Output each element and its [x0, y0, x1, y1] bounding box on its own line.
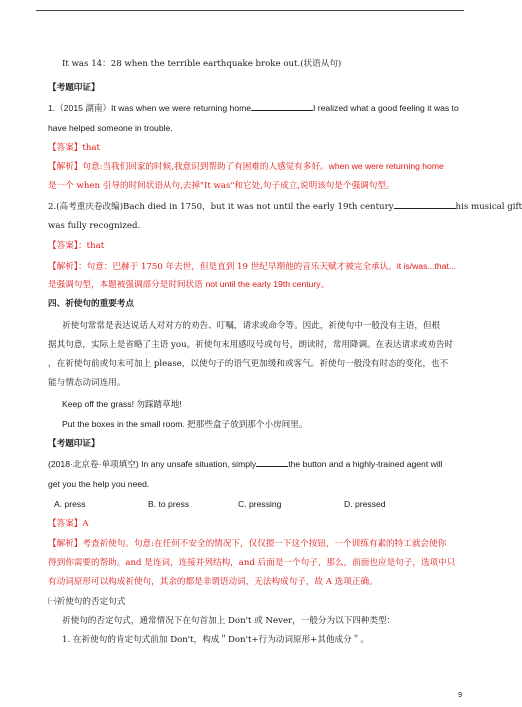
answer-3: 【答案】A — [48, 519, 89, 529]
explanation-2-text: 【解析】：句意：巴赫于 1750 年去世，但是直到 19 世纪早期他的音乐天赋才被完全承认。 — [48, 262, 397, 272]
answer-1: 【答案】that — [48, 143, 100, 153]
question-2-text: 2.(高考重庆卷改编)Bach died in 1750，but it was not until the early 19th century — [48, 202, 394, 212]
example-sentence: It was 14：28 when the terrible earthquake broke out.(状语从句) — [62, 59, 342, 69]
paragraph-negative-1: 祈使句的否定句式，通常情况下在句首加上 Don't 或 Never，一般分为以下四种类型： — [62, 616, 396, 626]
example-1: Keep off the grass! 勿踩踏草地! — [62, 399, 182, 409]
header-rule — [36, 10, 464, 11]
question-2-line-1 — [48, 200, 522, 213]
question-3-text-cont: the button and a highly-trained agent will — [288, 459, 443, 469]
explanation-1-english: when we were returning home — [328, 161, 444, 171]
question-3-line-2: get you the help you need. — [48, 479, 150, 489]
question-1-line-2: have helped someone in trouble. — [48, 123, 173, 133]
option-d: D. pressed — [344, 499, 386, 509]
question-2-text-cont: his musical gift — [455, 202, 522, 212]
paragraph-line-4: 能与情态动词连用。 — [48, 378, 126, 388]
paragraph-line-1: 祈使句常常是表达说话人对对方的劝告、叮嘱，请求或命令等。因此，祈使句中一般没有主语，但根 — [62, 321, 441, 331]
answer-blank — [251, 102, 313, 111]
option-b: B. to press — [148, 499, 190, 509]
explanation-3-line-1: 【解析】考查祈使句。句意:在任何不安全的情况下，仅仅摁一下这个按钮，一个训练有素的特工就会使你 — [48, 539, 447, 549]
question-1-text: 1.（2015 湖南）It was when we were returning home — [48, 103, 252, 113]
explanation-3-line-2: 得到你需要的帮助。and 是连词，连接并列结构，and 后面是一个句子，那么，前面也应是句子，选项中只 — [48, 558, 456, 568]
example-2: Put the boxes in the small room. 把那些盒子放到那个小房间里。 — [62, 419, 308, 429]
question-3-text: (2018·北京卷·单项填空) In any unsafe situation, simply — [48, 459, 257, 469]
question-1-line-1 — [48, 102, 460, 114]
explanation-1-text: 【解析】句意:当我们回家的时候,我意识到帮助了有困难的人感觉有多好。 — [48, 162, 329, 172]
explanation-2-english-2: not until the early 19th century — [205, 279, 321, 289]
option-c: C. pressing — [238, 499, 282, 509]
explanation-1-line-1 — [48, 160, 460, 173]
explanation-1-line-2: 是一个 when 引导的时间状语从句,去掉"It was"和它处,句子成立,说明该句是个强调句型。 — [48, 181, 395, 191]
question-2-line-2: was fully recognized. — [48, 221, 141, 231]
explanation-2-text-2: 是强调句型，本题被强调部分是时间状语 — [48, 280, 203, 290]
page-number: 9 — [458, 692, 462, 699]
paragraph-negative-2: 1. 在祈使句的肯定句式前加 Don't，构成＂Don't+行为动词原形+其他成分＂。 — [62, 635, 369, 645]
explanation-2-end: 。 — [320, 280, 330, 290]
paragraph-line-2: 据其句意，实际上是省略了主语 you。祈使句末用感叹号或句号，朗读时，常用降调。在表达请求或劝告时 — [48, 340, 454, 350]
section-heading-exam: 【考题印证】 — [48, 83, 100, 93]
section-heading-imperative: 四、祈使句的重要考点 — [48, 299, 134, 309]
answer-blank — [394, 200, 456, 209]
explanation-3-line-3: 有动词原形可以构成祈使句，其余的都是非谓语动词，无法构成句子，故 A 选项正确。 — [48, 577, 378, 587]
question-1-text-cont: I realized what a good feeling it was to — [313, 103, 459, 113]
explanation-2-line-1 — [48, 260, 460, 273]
subsection-heading-negative: ㈠祈使句的否定句式 — [48, 597, 126, 607]
answer-blank — [256, 458, 288, 467]
section-heading-exam-2: 【考题印证】 — [48, 439, 100, 449]
paragraph-line-3: ，在祈使句前或句末可加上 please，以使句子的语气更加缓和或客气。祈使句一般没有时态的变化，也不 — [48, 359, 449, 369]
explanation-2-english: it is/was...that... — [396, 261, 457, 271]
explanation-2-line-2 — [48, 278, 460, 291]
question-3-line-1 — [48, 458, 460, 470]
option-a: A. press — [54, 499, 86, 509]
answer-2: 【答案】：that — [48, 241, 105, 251]
